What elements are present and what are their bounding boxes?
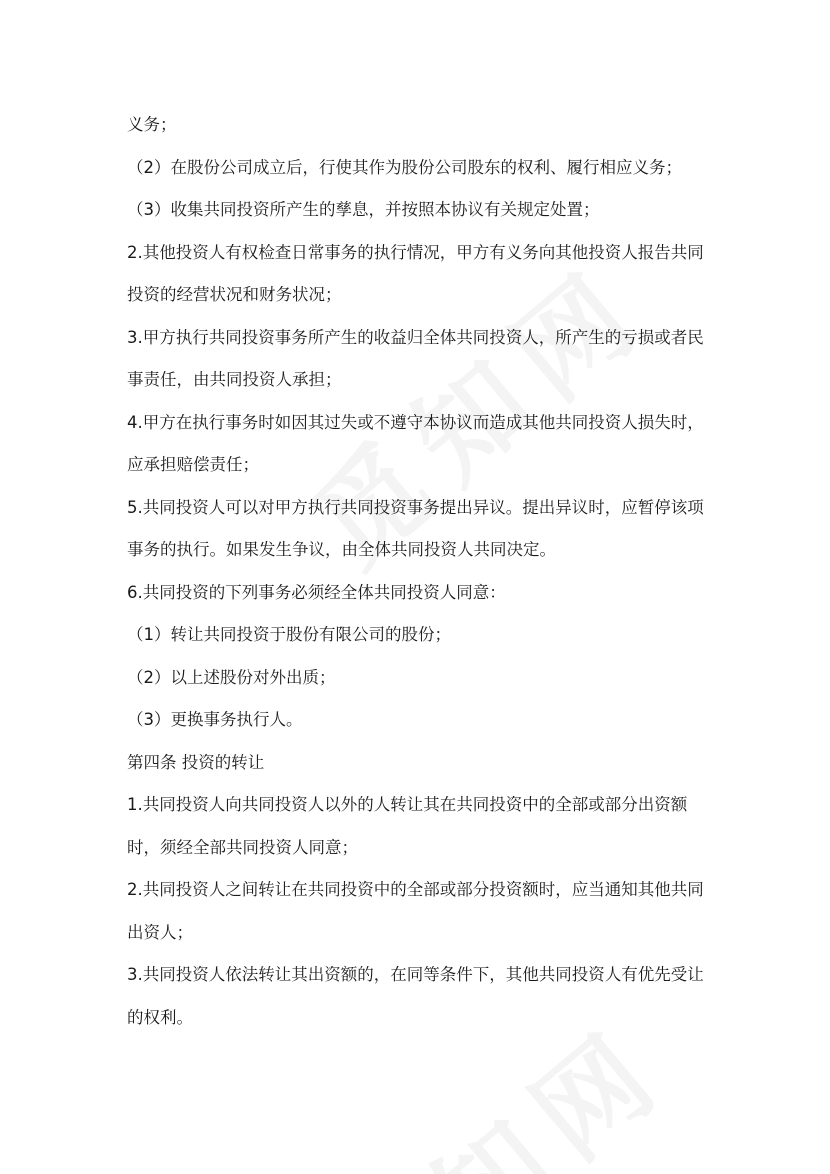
text-line: 出资人； bbox=[127, 922, 193, 942]
section-heading: 第四条 投资的转让 bbox=[127, 752, 265, 772]
text-line: 投资的经营状况和财务状况； bbox=[127, 285, 342, 304]
text-line: 3.共同投资人依法转让其出资额的，在同等条件下，其他共同投资人有优先受让 bbox=[127, 965, 704, 984]
text-line: 6.共同投资的下列事务必须经全体共同投资人同意： bbox=[127, 582, 506, 602]
text-line: 义务； bbox=[127, 115, 177, 134]
text-line: 4.甲方在执行事务时如因其过失或不遵守本协议而造成其他共同投资人损失时， bbox=[127, 412, 704, 432]
text-line: （3）更换事务执行人。 bbox=[127, 710, 303, 729]
text-line: 3.甲方执行共同投资事务所产生的收益归全体共同投资人，所产生的亏损或者民 bbox=[127, 327, 704, 347]
text-line: 2.其他投资人有权检查日常事务的执行情况，甲方有义务向其他投资人报告共同 bbox=[127, 242, 704, 262]
text-line: 事责任，由共同投资人承担； bbox=[127, 370, 342, 389]
text-line: 事务的执行。如果发生争议，由全体共同投资人共同决定。 bbox=[127, 540, 556, 559]
text-line: 的权利。 bbox=[127, 1007, 193, 1027]
text-line: （1）转让共同投资于股份有限公司的股份； bbox=[127, 625, 451, 644]
text-line: 应承担赔偿责任； bbox=[127, 455, 259, 474]
text-line: （2）以上述股份对外出质； bbox=[127, 667, 336, 687]
document-body bbox=[127, 104, 717, 1039]
text-line: （3）收集共同投资所产生的孳息，并按照本协议有关规定处置； bbox=[127, 200, 600, 219]
text-line: 2.共同投资人之间转让在共同投资中的全部或部分投资额时，应当通知其他共同 bbox=[127, 880, 704, 899]
text-line: （2）在股份公司成立后，行使其作为股份公司股东的权利、履行相应义务； bbox=[127, 157, 682, 177]
text-line: 1.共同投资人向共同投资人以外的人转让其在共同投资中的全部或部分出资额 bbox=[127, 795, 688, 814]
text-line: 5.共同投资人可以对甲方执行共同投资事务提出异议。提出异议时，应暂停该项 bbox=[127, 497, 704, 517]
text-line: 时，须经全部共同投资人同意； bbox=[127, 837, 358, 857]
